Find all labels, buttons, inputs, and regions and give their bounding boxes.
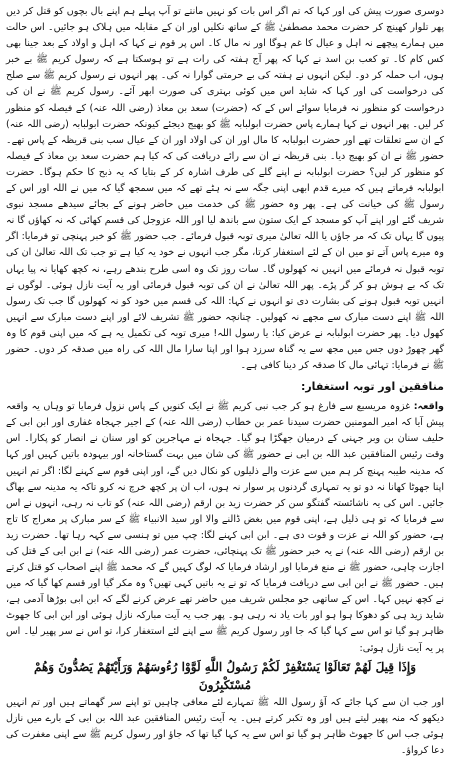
quran-verse: وَإِذَا قِيلَ لَهُمْ تَعَالَوْا يَسْتَغْفِرْ لَكُمْ رَسُولُ اللَّهِ لَوَّوْا رُءُوسَهُمْ وَرَأَيْتَهُمْ يَصُدُّونَ وَهُمْ مُسْتَكْبِرُونَ [33, 659, 417, 692]
paragraph-translation: اور جب ان سے کہا جائے کہ آؤ رسول اللہ ﷺ تمہارے لئے معافی چاہیں تو اپنے سر گھماتے ہیں اور تم انہیں دیکھو کہ منہ پھیر لیتے ہیں اور وہ تکبر کرتے ہیں۔ یہ آیت رئیس المنافقین عبد اللہ بن ابی کے بارے میں نازل ہوئی جب اس کا جھوٹ ظاہر ہو گیا تو اس سے یہ کہا گیا تھا کہ جاؤ اور رسول کریم ﷺ سے اپنی مغفرت کی دعا کرواؤ۔ [6, 696, 444, 756]
event-text: غزوہ مریسیع سے فارغ ہو کر جب نبی کریم ﷺ نے ایک کنویں کے پاس نزول فرمایا تو وہاں یہ واقعہ پیش آیا کہ امیر المومنین حضرت سیدنا عمر بن خطاب (رضی اللہ عنہ) کے اجیر جہجاہ غفاری اور ابن ابی کے حلیف سنان بن وبر جہنی کے درمیان جھگڑا ہو گیا۔ جہجاہ نے مہاجرین کو اور سنان نے انصار کو پکارا۔ اس وقت رئیس المنافقین عبد اللہ بن ابی نے حضور ﷺ کی شان میں بہت گستاخانہ اور بیہودہ باتیں کہیں اور کہا کہ مدینہ طیبہ پہنچ کر ہم میں سے عزت والے ذلیلوں کو نکال دیں گے، اور اپنی قوم سے کہنے لگا: اگر تم انہیں اپنا جھوٹا کھانا نہ دو تو یہ تمہاری گردنوں پر سوار نہ ہوں، اب ان پر کچھ خرچ نہ کرو تاکہ یہ مدینہ سے بھاگ جائیں۔ اس کی یہ ناشائستہ گفتگو سن کر حضرت زید بن ارقم (رضی اللہ عنہ) کو تاب نہ رہی، انہوں نے اس سے فرمایا کہ تو ہی ذلیل ہے، اپنی قوم میں بغض ڈالنے والا اور سید الانبیاء ﷺ کے سر مبارک پر معراج کا تاج ہے، حضور کو اللہ نے عزت و قوت دی ہے۔ ابن ابی کہنے لگا: چپ میں تو ہنسی سے کہہ رہا تھا۔ حضرت زید بن ارقم (رضی اللہ عنہ) نے یہ خبر حضور ﷺ تک پہنچائی، حضرت عمر (رضی اللہ عنہ) نے ابن ابی کے قتل کی اجازت چاہی، حضور ﷺ نے منع فرمایا اور ارشاد فرمایا کہ لوگ کہیں گے کہ محمد ﷺ اپنے اصحاب کو قتل کرتے ہیں۔ حضور ﷺ نے ابن ابی سے دریافت فرمایا کہ تو نے یہ باتیں کہی تھیں؟ وہ مکر گیا اور قسم کھا گیا کہ میں نے کچھ نہیں کہا۔ اس کے ساتھی جو مجلس شریف میں حاضر تھے عرض کرنے لگے کہ ابن ابی بوڑھا آدمی ہے، شاید زید ہی کو دھوکا ہوا ہو اور بات یاد نہ رہی ہو۔ پھر جب یہ آیت مبارکہ نازل ہوئی اور ابن ابی کا جھوٹ ظاہر ہو گیا تو اس سے کہا گیا کہ جا اور رسول کریم ﷺ سے اپنے لئے استغفار کرا، تو اس نے سر پھیر لیا۔ اس پر یہ آیت نازل ہوئی: [6, 401, 444, 654]
section-heading: منافقین اور توبہ استغفار: [300, 380, 444, 394]
paragraph-abu-lubabah: دوسری صورت پیش کی اور کہا کہ تم اگر اس بات کو نہیں مانتے تو آپ پہلے ہم اپنے بال بچوں کو قتل کر دیں پھر تلوار کھینچ کر حضرت محمد مصطفیٰ ﷺ کے ساتھ نکلیں اور ان کے مقابلہ میں ہلاک ہو جائیں۔ اس حالت میں ہمارے پیچھے نہ اہل و عیال کا غم ہوگا اور نہ مال کا۔ اس پر قوم نے کہا کہ اہل و اولاد کے بعد جینا بھی کس کام کا۔ تو کعب بن اسد نے کہا کہ پھر آج ہفتہ کی رات ہے تو ہوسکتا ہے کہ رسول کریم ﷺ بے خبر ہوں، اب حملہ کر دو۔ لیکن انہوں نے ہفتہ کی بے حرمتی گوارا نہ کی۔ پھر انہوں نے رسول کریم ﷺ سے صلح کی درخواست کی اور کہا کہ شاید اس میں کوئی بہتری کی صورت ابھر آئے۔ رسول کریم ﷺ نے ان کی درخواست کو منظور نہ فرمایا سوائے اس کے کہ (حضرت) سعد بن معاذ (رضی اللہ عنہ) کے فیصلہ کو منظور کر لیں۔ پھر انہوں نے کہا ہمارے پاس حضرت ابولبابہ ﷺ کو بھیج دیجئے کیونکہ حضرت ابولبابہ (رضی اللہ عنہ) کے ان سے تعلقات تھے اور حضرت ابولبابہ کا مال اور ان کی اولاد اور ان کے عیال سب بنی قریظہ کے پاس تھے۔ حضور ﷺ نے ان کو بھیج دیا۔ بنی قریظہ نے ان سے رائے دریافت کی کہ کیا ہم حضرت سعد بن معاذ کے فیصلہ کو منظور کر لیں؟ حضرت ابولبابہ نے اپنے گلے کی طرف اشارہ کر کے بتایا کہ یہ ذبح کا حکم ہوگا۔ حضرت ابولبابہ فرماتے ہیں کہ میرے قدم ابھی اپنی جگہ سے نہ ہٹے تھے کہ میں سمجھ گیا کہ میں نے اللہ اور اس کے رسول ﷺ کی خیانت کی ہے۔ پھر وہ حضور ﷺ کی خدمت میں حاضر ہونے کے بجائے سیدھے مسجد نبوی شریف گئے اور اپنے آپ کو مسجد کے ایک ستون سے باندھ لیا اور اللہ عزوجل کی قسم کھائی کہ نہ کھاؤں گا نہ پیوں گا یہاں تک کہ مر جاؤں یا اللہ تعالیٰ میری توبہ قبول فرمائے۔ جب حضور ﷺ کو خبر پہنچی تو فرمایا: اگر وہ میرے پاس آتے تو میں ان کے لئے استغفار کرتا، مگر جب انہوں نے خود یہ کیا ہے تو جب تک اللہ تعالیٰ ان کی توبہ قبول نہ فرمائے میں انہیں نہ کھولوں گا۔ سات روز تک وہ اسی طرح بندھے رہے، نہ کچھ کھایا نہ پیا یہاں تک کہ بے ہوش ہو کر گر پڑے۔ پھر اللہ تعالیٰ نے ان کی توبہ قبول فرمائی اور یہ آیت نازل ہوئی۔ لوگوں نے انہیں توبہ قبول ہونے کی بشارت دی تو انہوں نے کہا: اللہ کی قسم میں خود کو نہ کھولوں گا جب تک رسول اللہ ﷺ اپنے دست مبارک سے مجھے نہ کھولیں۔ چنانچہ حضور ﷺ تشریف لائے اور اپنے دست مبارک سے انہیں کھول دیا۔ پھر حضرت ابولبابہ نے عرض کیا: یا رسول اللہ! میری توبہ کی تکمیل یہ ہے کہ میں اپنی قوم کا وہ گھر چھوڑ دوں جس میں مجھ سے یہ گناہ سرزد ہوا اور اپنا سارا مال اللہ کی راہ میں صدقہ کر دوں۔ حضور ﷺ نے فرمایا: تہائی مال کا صدقہ کر دینا کافی ہے۔ [6, 6, 444, 372]
paragraph-event [6, 399, 444, 657]
book-page [6, 4, 444, 759]
event-term: واقعہ: [413, 401, 444, 413]
